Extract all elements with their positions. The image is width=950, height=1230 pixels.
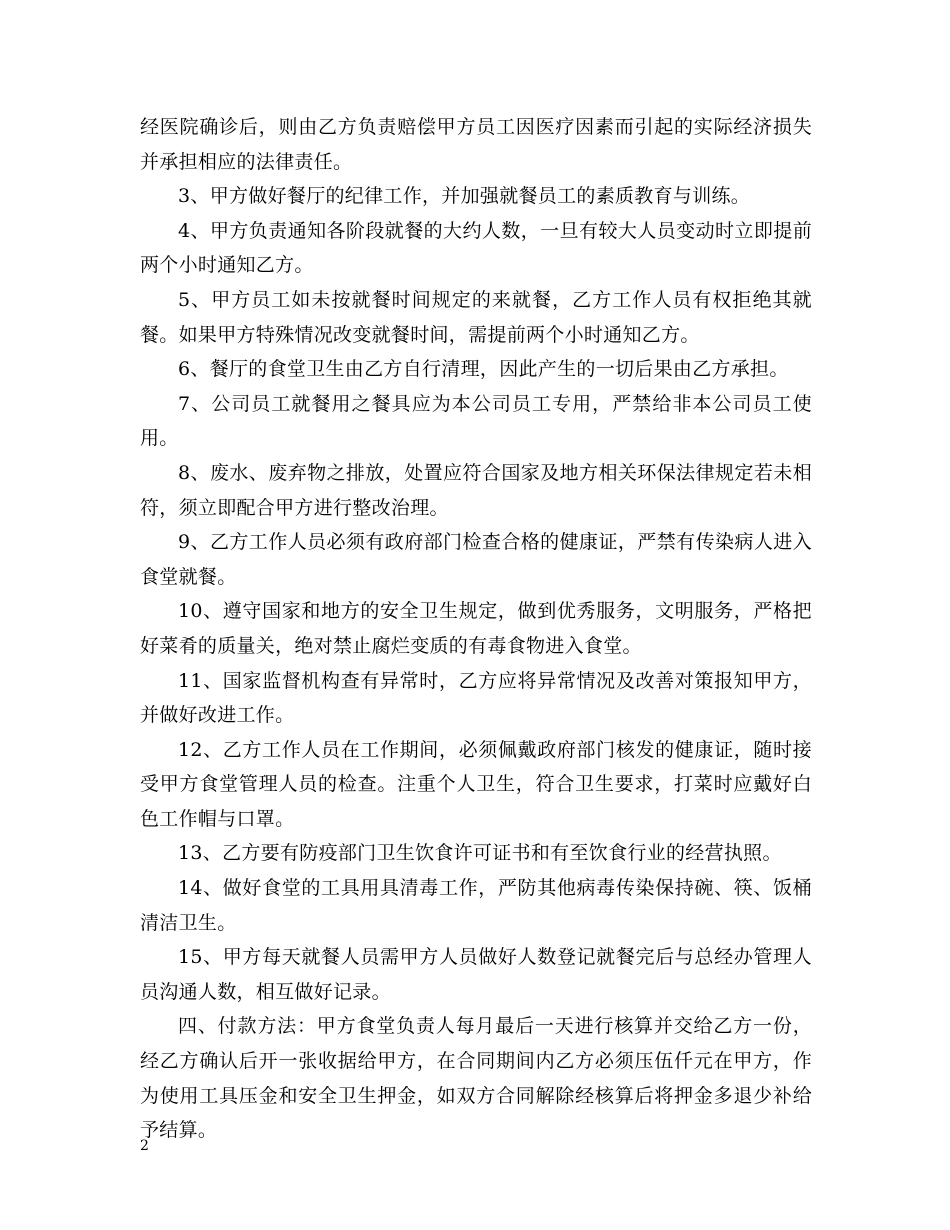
paragraph-payment-method: 四、付款方法：甲方食堂负责人每月最后一天进行核算并交给乙方一份，经乙方确认后开一张收据给甲方，在合同期间内乙方必须压伍仟元在甲方，作为使用工具压金和安全卫生押金，如双方合同解除经核算后将押金多退少补给予结算。 (140, 1015, 812, 1142)
paragraph-item-5: 5、甲方员工如未按就餐时间规定的来就餐，乙方工作人员有权拒绝其就餐。如果甲方特殊情况改变就餐时间，需提前两个小时通知乙方。 (140, 288, 812, 346)
paragraph-item-11: 11、国家监督机构查有异常时，乙方应将异常情况及改善对策报知甲方，并做好改进工作。 (140, 669, 812, 727)
paragraph-item-9: 9、乙方工作人员必须有政府部门检查合格的健康证，严禁有传染病人进入食堂就餐。 (140, 531, 812, 588)
paragraph-item-14: 14、做好食堂的工具用具清毒工作，严防其他病毒传染保持碗、筷、饭桶清洁卫生。 (140, 877, 812, 934)
paragraph-continuation: 经医院确诊后，则由乙方负责赔偿甲方员工因医疗因素而引起的实际经济损失并承担相应的法律责任。 (140, 116, 812, 173)
paragraph-item-8: 8、废水、废弃物之排放，处置应符合国家及地方相关环保法律规定若未相符，须立即配合甲方进行整改治理。 (140, 461, 812, 519)
paragraph-item-4: 4、甲方负责通知各阶段就餐的大约人数，一旦有较大人员变动时立即提前两个小时通知乙方。 (140, 219, 812, 277)
paragraph-item-3: 3、甲方做好餐厅的纪律工作，并加强就餐员工的素质教育与训练。 (178, 185, 751, 208)
document-body (140, 110, 812, 1148)
paragraph-item-6: 6、餐厅的食堂卫生由乙方自行清理，因此产生的一切后果由乙方承担。 (178, 358, 789, 381)
paragraph-item-10: 10、遵守国家和地方的安全卫生规定，做到优秀服务，文明服务，严格把好菜肴的质量关，绝对禁止腐烂变质的有毒食物进入食堂。 (140, 600, 812, 657)
paragraph-item-13: 13、乙方要有防疫部门卫生饮食许可证书和有至饮食行业的经营执照。 (178, 842, 782, 865)
page-number: 2 (140, 1138, 149, 1154)
paragraph-item-12: 12、乙方工作人员在工作期间，必须佩戴政府部门核发的健康证，随时接受甲方食堂管理人员的检查。注重个人卫生，符合卫生要求，打菜时应戴好白色工作帽与口罩。 (140, 738, 812, 830)
paragraph-item-7: 7、公司员工就餐用之餐具应为本公司员工专用，严禁给非本公司员工使用。 (140, 392, 812, 450)
paragraph-item-15: 15、甲方每天就餐人员需甲方人员做好人数登记就餐完后与总经办管理人员沟通人数，相互做好记录。 (140, 946, 812, 1003)
